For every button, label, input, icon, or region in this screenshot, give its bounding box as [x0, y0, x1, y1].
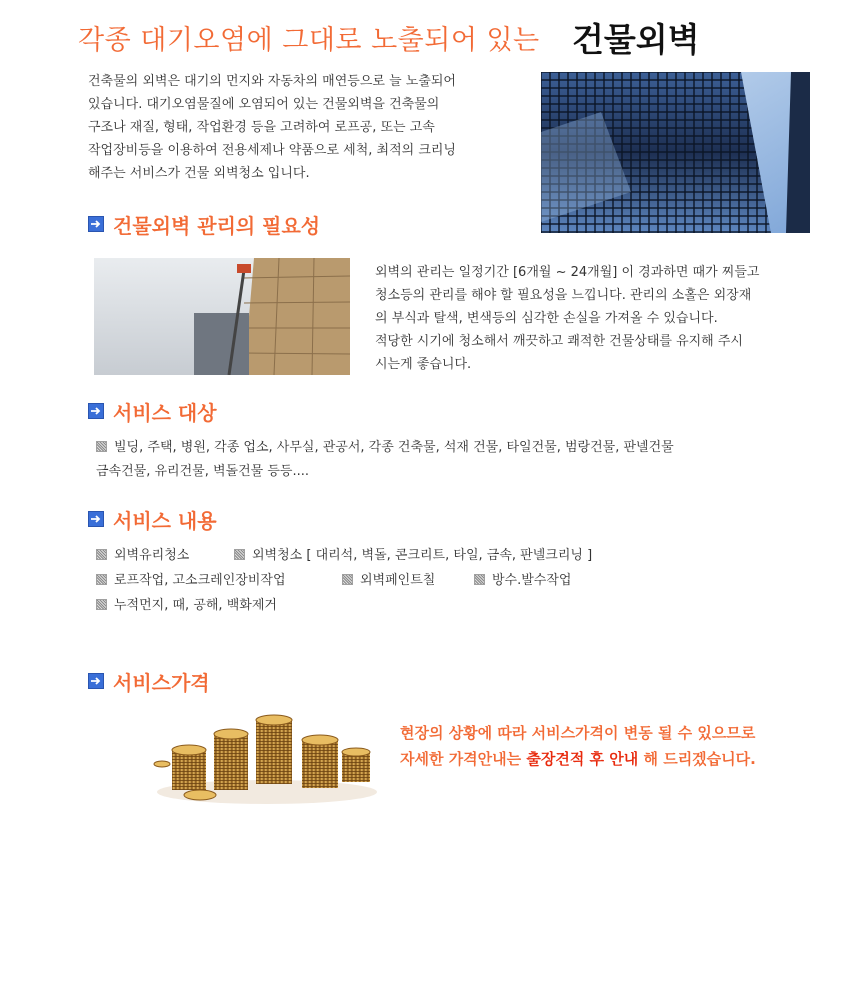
hatched-square-bullet-icon: [96, 549, 107, 560]
list-item: 금속건물, 유리건물, 벽돌건물 등등....: [96, 464, 310, 479]
need-line: 시는게 좋습니다.: [375, 357, 472, 372]
intro-paragraph: [88, 70, 538, 185]
hatched-square-bullet-icon: [96, 574, 107, 585]
price-line-2: 자세한 가격안내는 출장견적 후 안내 해 드리겠습니다.: [400, 750, 756, 768]
list-item: 외벽유리청소: [96, 544, 189, 563]
crane-cleaning-photo: [94, 258, 350, 375]
hatched-square-bullet-icon: [234, 549, 245, 560]
coin-stacks-image: [152, 712, 377, 807]
list-item: 빌딩, 주택, 병원, 각종 업소, 사무실, 관공서, 각종 건축물, 석재 건물, 타일건물, 범랑건물, 판넬건물: [96, 436, 836, 460]
arrow-right-square-icon: [88, 511, 104, 527]
hatched-square-bullet-icon: [342, 574, 353, 585]
hatched-square-bullet-icon: [474, 574, 485, 585]
list-item: 누적먼지, 때, 공해, 백화제거: [96, 594, 277, 613]
intro-line: 작업장비등을 이용하여 전용세제나 약품으로 세척, 최적의 크리닝: [88, 143, 456, 158]
hatched-square-bullet-icon: [96, 441, 107, 452]
intro-line: 구조나 재질, 형태, 작업환경 등을 고려하여 로프공, 또는 고속: [88, 120, 435, 135]
hatched-square-bullet-icon: [96, 599, 107, 610]
page-title-main: 건물외벽: [572, 20, 700, 59]
glass-building-photo: [541, 72, 810, 233]
section-header-need: [88, 213, 321, 238]
list-item: 로프작업, 고소크레인장비작업: [96, 569, 286, 588]
need-line: 청소등의 관리를 해야 할 필요성을 느낍니다. 관리의 소홀은 외장재: [375, 288, 752, 303]
arrow-right-square-icon: [88, 403, 104, 419]
arrow-right-square-icon: [88, 673, 104, 689]
service-targets-list: [96, 436, 836, 484]
list-item: 외벽청소 [ 대리석, 벽돌, 콘크리트, 타일, 금속, 판넬크리닝 ]: [234, 544, 592, 563]
list-item: 외벽페인트칠: [342, 569, 435, 588]
section-title: 서비스 대상: [113, 400, 217, 425]
section-title: 건물외벽 관리의 필요성: [113, 213, 321, 238]
arrow-right-square-icon: [88, 216, 104, 232]
section-title: 서비스가격: [113, 670, 210, 695]
onsite-estimate-highlight: 출장견적 후 안내: [526, 750, 639, 768]
price-line-1: 현장의 상황에 따라 서비스가격이 변동 될 수 있으므로: [400, 724, 756, 742]
list-item: 방수.발수작업: [474, 569, 571, 588]
section-header-targets: [88, 400, 217, 425]
need-line: 의 부식과 탈색, 변색등의 심각한 손실을 가져올 수 있습니다.: [375, 311, 718, 326]
intro-line: 있습니다. 대기오염물질에 오염되어 있는 건물외벽을 건축물의: [88, 97, 440, 112]
section-header-services: [88, 508, 217, 533]
section-header-price: [88, 670, 210, 695]
need-paragraph: [375, 261, 815, 376]
page-title-lead: 각종 대기오염에 그대로 노출되어 있는: [78, 25, 540, 56]
need-line: 외벽의 관리는 일정기간 [6개월 ~ 24개월] 이 경과하면 때가 찌들고: [375, 265, 760, 280]
intro-line: 건축물의 외벽은 대기의 먼지와 자동차의 매연등으로 늘 노출되어: [88, 74, 456, 89]
intro-line: 해주는 서비스가 건물 외벽청소 입니다.: [88, 166, 310, 181]
need-line: 적당한 시기에 청소해서 깨끗하고 쾌적한 건물상태를 유지해 주시: [375, 334, 743, 349]
price-notice: [400, 720, 756, 772]
section-title: 서비스 내용: [113, 508, 217, 533]
